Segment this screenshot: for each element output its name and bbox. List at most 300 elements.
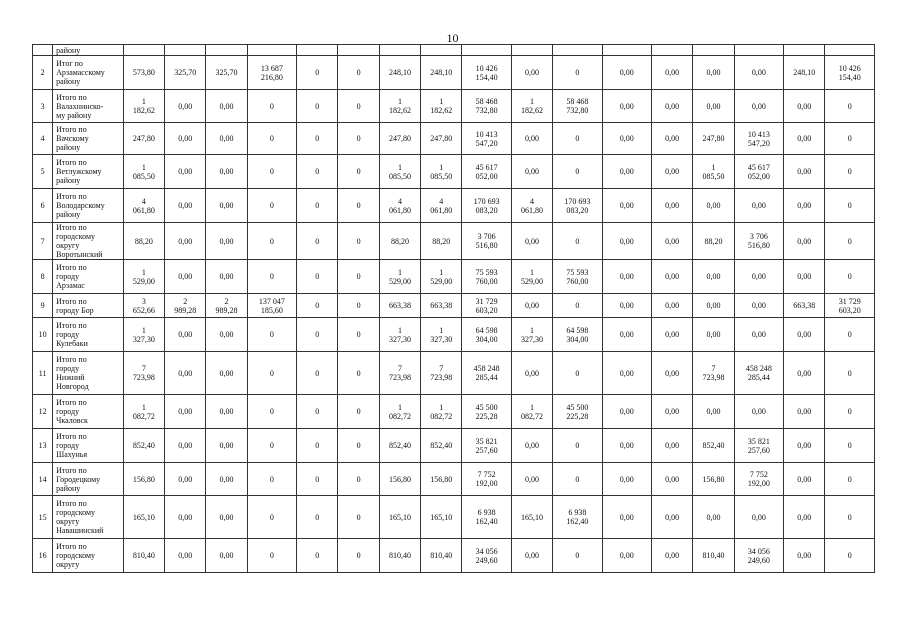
value-cell: 1 327,30 (421, 318, 462, 352)
row-name-cell: Итого по городу Чкаловск (53, 395, 124, 429)
value-cell: 0,00 (602, 155, 651, 189)
table-row (33, 539, 875, 573)
value-cell: 1 085,50 (421, 155, 462, 189)
row-number-cell: 3 (33, 90, 53, 123)
value-cell: 0,00 (693, 90, 734, 123)
value-cell: 1 327,30 (123, 318, 164, 352)
value-cell: 0,00 (165, 539, 206, 573)
value-cell: 0,00 (651, 463, 692, 496)
value-cell: 0 (825, 463, 875, 496)
row-name-cell: Итого по Валахнинско- му району (53, 90, 124, 123)
value-cell: 10 426 154,40 (462, 56, 511, 90)
value-cell: 156,80 (421, 463, 462, 496)
value-cell: 0 (338, 260, 379, 294)
value-cell: 3 652,66 (123, 294, 164, 318)
row-name-cell: Итого по Володарскому району (53, 189, 124, 223)
value-cell: 0 (825, 223, 875, 260)
value-cell: 0,00 (165, 260, 206, 294)
value-cell: 0,00 (734, 496, 783, 539)
value-cell: 0,00 (165, 352, 206, 395)
value-cell: 45 500 225,28 (462, 395, 511, 429)
value-cell: 0,00 (602, 56, 651, 90)
value-cell: 0 (825, 395, 875, 429)
value-cell: 45 617 052,00 (462, 155, 511, 189)
value-cell: 1 085,50 (379, 155, 420, 189)
value-cell: 0,00 (206, 223, 247, 260)
table-row (33, 463, 875, 496)
row-name-cell: Итого по Городецкому району (53, 463, 124, 496)
row-number-cell: 4 (33, 123, 53, 155)
value-cell: 247,80 (421, 123, 462, 155)
value-cell: 1 327,30 (511, 318, 552, 352)
value-cell: 64 598 304,00 (553, 318, 602, 352)
data-table (32, 44, 875, 573)
value-cell: 0 (247, 395, 296, 429)
value-cell: 3 706 516,80 (462, 223, 511, 260)
value-cell: 0 (825, 539, 875, 573)
row-name-cell: Итого по городу Шахунья (53, 429, 124, 463)
value-cell: 34 056 249,60 (462, 539, 511, 573)
value-cell: 0 (297, 123, 338, 155)
value-cell: 0,00 (784, 260, 825, 294)
value-cell: 0 (297, 429, 338, 463)
row-name-cell: району (53, 45, 124, 56)
value-cell: 0,00 (511, 56, 552, 90)
value-cell: 0 (338, 539, 379, 573)
value-cell: 0,00 (651, 352, 692, 395)
value-cell: 852,40 (421, 429, 462, 463)
value-cell: 0,00 (784, 539, 825, 573)
value-cell: 0,00 (602, 429, 651, 463)
value-cell: 0,00 (602, 318, 651, 352)
table-row (33, 155, 875, 189)
value-cell: 0 (338, 223, 379, 260)
value-cell: 1 085,50 (693, 155, 734, 189)
value-cell: 0 (247, 496, 296, 539)
value-cell: 0 (338, 352, 379, 395)
value-cell: 0 (297, 155, 338, 189)
value-cell: 1 082,72 (379, 395, 420, 429)
row-number-cell: 12 (33, 395, 53, 429)
value-cell: 0,00 (734, 260, 783, 294)
value-cell: 0 (338, 318, 379, 352)
value-cell: 0 (247, 189, 296, 223)
value-cell: 0 (553, 123, 602, 155)
value-cell: 156,80 (379, 463, 420, 496)
value-cell: 0,00 (511, 539, 552, 573)
value-cell: 0,00 (511, 463, 552, 496)
value-cell: 0 (553, 155, 602, 189)
value-cell: 1 082,72 (123, 395, 164, 429)
value-cell: 0,00 (693, 56, 734, 90)
value-cell: 663,38 (784, 294, 825, 318)
value-cell: 0,00 (651, 429, 692, 463)
row-number-cell: 8 (33, 260, 53, 294)
value-cell: 10 413 547,20 (734, 123, 783, 155)
value-cell: 0,00 (784, 429, 825, 463)
value-cell: 0 (825, 189, 875, 223)
value-cell: 1 529,00 (511, 260, 552, 294)
value-cell: 88,20 (123, 223, 164, 260)
value-cell: 0 (247, 318, 296, 352)
row-name-cell: Итог по Арзамасскому району (53, 56, 124, 90)
value-cell: 165,10 (421, 496, 462, 539)
value-cell: 45 617 052,00 (734, 155, 783, 189)
value-cell: 248,10 (421, 56, 462, 90)
value-cell: 0,00 (693, 189, 734, 223)
value-cell: 0 (297, 56, 338, 90)
value-cell: 4 061,80 (511, 189, 552, 223)
value-cell: 7 723,98 (693, 352, 734, 395)
value-cell: 810,40 (421, 539, 462, 573)
value-cell: 58 468 732,80 (553, 90, 602, 123)
value-cell: 0,00 (651, 223, 692, 260)
value-cell: 0,00 (651, 56, 692, 90)
value-cell: 247,80 (379, 123, 420, 155)
row-name-cell: Итого по городу Нижний Новгород (53, 352, 124, 395)
row-name-cell: Итого по Ветлужскому району (53, 155, 124, 189)
value-cell: 0,00 (165, 318, 206, 352)
value-cell: 75 593 760,00 (462, 260, 511, 294)
value-cell: 0,00 (206, 539, 247, 573)
value-cell: 0,00 (784, 155, 825, 189)
value-cell: 6 938 162,40 (462, 496, 511, 539)
value-cell: 0 (338, 463, 379, 496)
value-cell: 0,00 (511, 223, 552, 260)
value-cell: 248,10 (379, 56, 420, 90)
value-cell: 852,40 (123, 429, 164, 463)
row-number-cell: 6 (33, 189, 53, 223)
value-cell: 0,00 (651, 90, 692, 123)
value-cell: 7 723,98 (421, 352, 462, 395)
value-cell: 0,00 (206, 318, 247, 352)
value-cell: 663,38 (379, 294, 420, 318)
value-cell: 0 (247, 463, 296, 496)
value-cell: 88,20 (421, 223, 462, 260)
value-cell: 0 (553, 352, 602, 395)
value-cell: 0 (338, 496, 379, 539)
value-cell: 0,00 (602, 352, 651, 395)
table-row (33, 90, 875, 123)
value-cell: 0,00 (206, 189, 247, 223)
value-cell: 0 (553, 56, 602, 90)
value-cell: 165,10 (379, 496, 420, 539)
value-cell: 0,00 (511, 294, 552, 318)
row-name-cell: Итого по городскому округу (53, 539, 124, 573)
value-cell: 0,00 (165, 496, 206, 539)
value-cell: 7 752 192,00 (734, 463, 783, 496)
value-cell: 0,00 (206, 395, 247, 429)
value-cell: 0,00 (165, 429, 206, 463)
value-cell: 573,80 (123, 56, 164, 90)
value-cell: 0,00 (651, 155, 692, 189)
value-cell: 0 (553, 539, 602, 573)
row-name-cell: Итого по городскому округу Навашинский (53, 496, 124, 539)
value-cell: 2 989,28 (165, 294, 206, 318)
value-cell: 0 (825, 90, 875, 123)
value-cell: 0 (247, 539, 296, 573)
value-cell: 2 989,28 (206, 294, 247, 318)
value-cell: 0 (247, 260, 296, 294)
value-cell: 88,20 (379, 223, 420, 260)
value-cell: 458 248 285,44 (734, 352, 783, 395)
value-cell: 0,00 (651, 539, 692, 573)
value-cell: 0 (825, 318, 875, 352)
value-cell: 0,00 (206, 429, 247, 463)
value-cell: 0 (338, 56, 379, 90)
value-cell: 0 (247, 429, 296, 463)
value-cell: 7 752 192,00 (462, 463, 511, 496)
value-cell: 0 (297, 260, 338, 294)
value-cell: 1 182,62 (379, 90, 420, 123)
value-cell: 31 729 603,20 (462, 294, 511, 318)
value-cell: 0,00 (165, 123, 206, 155)
value-cell: 0,00 (784, 318, 825, 352)
value-cell: 0 (553, 429, 602, 463)
value-cell: 0 (825, 496, 875, 539)
value-cell: 0,00 (206, 155, 247, 189)
row-name-cell: Итого по городскому округу Воротынский (53, 223, 124, 260)
value-cell: 0 (247, 223, 296, 260)
value-cell: 0,00 (165, 395, 206, 429)
value-cell: 0,00 (784, 123, 825, 155)
value-cell: 0,00 (165, 223, 206, 260)
value-cell: 0 (297, 294, 338, 318)
value-cell: 0,00 (206, 352, 247, 395)
value-cell: 7 723,98 (123, 352, 164, 395)
value-cell: 0 (297, 223, 338, 260)
value-cell: 247,80 (123, 123, 164, 155)
value-cell: 0,00 (693, 260, 734, 294)
value-cell: 1 082,72 (511, 395, 552, 429)
value-cell: 0 (297, 189, 338, 223)
value-cell: 0,00 (651, 260, 692, 294)
value-cell: 0,00 (734, 90, 783, 123)
row-number-cell: 10 (33, 318, 53, 352)
value-cell: 0,00 (165, 90, 206, 123)
value-cell: 0,00 (511, 155, 552, 189)
value-cell: 0 (297, 352, 338, 395)
table-row-continuation (33, 45, 875, 56)
table-row (33, 56, 875, 90)
value-cell: 13 687 216,80 (247, 56, 296, 90)
value-cell: 137 047 185,60 (247, 294, 296, 318)
value-cell: 0,00 (602, 123, 651, 155)
value-cell: 810,40 (379, 539, 420, 573)
value-cell: 35 821 257,60 (462, 429, 511, 463)
value-cell: 0 (825, 352, 875, 395)
value-cell: 0 (338, 123, 379, 155)
value-cell: 0 (247, 352, 296, 395)
value-cell: 325,70 (206, 56, 247, 90)
page-number: 10 (446, 31, 459, 45)
row-name-cell: Итого по городу Бор (53, 294, 124, 318)
value-cell: 0,00 (651, 496, 692, 539)
value-cell: 3 706 516,80 (734, 223, 783, 260)
value-cell: 7 723,98 (379, 352, 420, 395)
value-cell: 0 (825, 429, 875, 463)
value-cell: 1 182,62 (123, 90, 164, 123)
value-cell: 1 529,00 (421, 260, 462, 294)
value-cell: 852,40 (379, 429, 420, 463)
value-cell: 0 (338, 90, 379, 123)
value-cell: 325,70 (165, 56, 206, 90)
value-cell: 0 (297, 496, 338, 539)
value-cell: 0 (297, 395, 338, 429)
value-cell: 35 821 257,60 (734, 429, 783, 463)
value-cell: 170 693 083,20 (462, 189, 511, 223)
value-cell: 170 693 083,20 (553, 189, 602, 223)
value-cell: 0,00 (651, 294, 692, 318)
value-cell: 0,00 (602, 539, 651, 573)
value-cell: 0 (553, 294, 602, 318)
value-cell: 0,00 (602, 463, 651, 496)
value-cell: 0,00 (734, 56, 783, 90)
value-cell: 0,00 (511, 352, 552, 395)
value-cell: 1 529,00 (123, 260, 164, 294)
row-number-cell: 2 (33, 56, 53, 90)
value-cell: 0 (297, 463, 338, 496)
value-cell: 0 (338, 395, 379, 429)
value-cell: 1 182,62 (421, 90, 462, 123)
value-cell: 1 085,50 (123, 155, 164, 189)
value-cell: 0,00 (206, 463, 247, 496)
row-number-cell: 11 (33, 352, 53, 395)
value-cell: 247,80 (693, 123, 734, 155)
value-cell: 0,00 (784, 395, 825, 429)
value-cell: 34 056 249,60 (734, 539, 783, 573)
value-cell: 810,40 (123, 539, 164, 573)
value-cell: 0 (338, 189, 379, 223)
value-cell: 0 (553, 223, 602, 260)
value-cell: 0 (247, 123, 296, 155)
row-number-cell: 14 (33, 463, 53, 496)
value-cell: 0 (825, 123, 875, 155)
value-cell: 45 500 225,28 (553, 395, 602, 429)
value-cell: 663,38 (421, 294, 462, 318)
value-cell: 0,00 (602, 395, 651, 429)
value-cell: 0 (825, 155, 875, 189)
value-cell: 6 938 162,40 (553, 496, 602, 539)
value-cell: 0,00 (693, 318, 734, 352)
value-cell: 0,00 (784, 90, 825, 123)
value-cell: 0 (338, 429, 379, 463)
table-row (33, 223, 875, 260)
value-cell: 0 (338, 294, 379, 318)
value-cell: 0,00 (693, 294, 734, 318)
value-cell: 156,80 (123, 463, 164, 496)
value-cell: 0,00 (165, 463, 206, 496)
value-cell: 0,00 (784, 463, 825, 496)
value-cell: 64 598 304,00 (462, 318, 511, 352)
row-name-cell: Итого по городу Кулебаки (53, 318, 124, 352)
value-cell: 0,00 (206, 90, 247, 123)
value-cell: 4 061,80 (421, 189, 462, 223)
value-cell: 0,00 (165, 155, 206, 189)
value-cell: 1 529,00 (379, 260, 420, 294)
value-cell: 10 413 547,20 (462, 123, 511, 155)
value-cell: 0 (338, 155, 379, 189)
row-name-cell: Итого по Вачскому району (53, 123, 124, 155)
value-cell: 0,00 (693, 496, 734, 539)
value-cell: 0 (825, 260, 875, 294)
value-cell: 165,10 (511, 496, 552, 539)
value-cell: 31 729 603,20 (825, 294, 875, 318)
table-row (33, 294, 875, 318)
value-cell: 0 (553, 463, 602, 496)
value-cell: 58 468 732,80 (462, 90, 511, 123)
value-cell: 1 327,30 (379, 318, 420, 352)
row-number-cell: 15 (33, 496, 53, 539)
value-cell: 0,00 (651, 318, 692, 352)
value-cell: 0 (247, 155, 296, 189)
value-cell: 0,00 (206, 496, 247, 539)
value-cell: 4 061,80 (123, 189, 164, 223)
value-cell: 0,00 (693, 395, 734, 429)
value-cell: 0,00 (206, 123, 247, 155)
table-row (33, 352, 875, 395)
table-row (33, 496, 875, 539)
value-cell: 88,20 (693, 223, 734, 260)
value-cell: 1 082,72 (421, 395, 462, 429)
value-cell: 165,10 (123, 496, 164, 539)
row-number-cell: 16 (33, 539, 53, 573)
value-cell: 0,00 (784, 352, 825, 395)
value-cell: 0,00 (734, 294, 783, 318)
row-number-cell: 13 (33, 429, 53, 463)
table-row (33, 260, 875, 294)
value-cell: 852,40 (693, 429, 734, 463)
table-row (33, 189, 875, 223)
value-cell: 0,00 (511, 123, 552, 155)
value-cell: 0,00 (734, 189, 783, 223)
row-number-cell: 7 (33, 223, 53, 260)
value-cell: 0,00 (602, 496, 651, 539)
value-cell: 0,00 (651, 123, 692, 155)
value-cell: 75 593 760,00 (553, 260, 602, 294)
value-cell: 10 426 154,40 (825, 56, 875, 90)
value-cell: 458 248 285,44 (462, 352, 511, 395)
table-row (33, 318, 875, 352)
value-cell: 248,10 (784, 56, 825, 90)
value-cell: 4 061,80 (379, 189, 420, 223)
value-cell: 0 (297, 318, 338, 352)
value-cell: 0,00 (734, 395, 783, 429)
value-cell: 0,00 (602, 294, 651, 318)
value-cell: 0,00 (165, 189, 206, 223)
table-row (33, 395, 875, 429)
row-number-cell: 9 (33, 294, 53, 318)
value-cell: 0,00 (784, 496, 825, 539)
row-name-cell: Итого по городу Арзамас (53, 260, 124, 294)
value-cell: 0,00 (651, 189, 692, 223)
value-cell: 1 182,62 (511, 90, 552, 123)
value-cell: 810,40 (693, 539, 734, 573)
value-cell: 0,00 (511, 429, 552, 463)
value-cell: 0,00 (602, 90, 651, 123)
table-row (33, 123, 875, 155)
value-cell: 0 (247, 90, 296, 123)
value-cell: 0,00 (734, 318, 783, 352)
value-cell: 0 (297, 90, 338, 123)
value-cell: 0,00 (602, 260, 651, 294)
value-cell: 156,80 (693, 463, 734, 496)
value-cell: 0 (297, 539, 338, 573)
value-cell: 0,00 (206, 260, 247, 294)
value-cell: 0,00 (784, 223, 825, 260)
value-cell: 0,00 (602, 189, 651, 223)
value-cell: 0,00 (651, 395, 692, 429)
